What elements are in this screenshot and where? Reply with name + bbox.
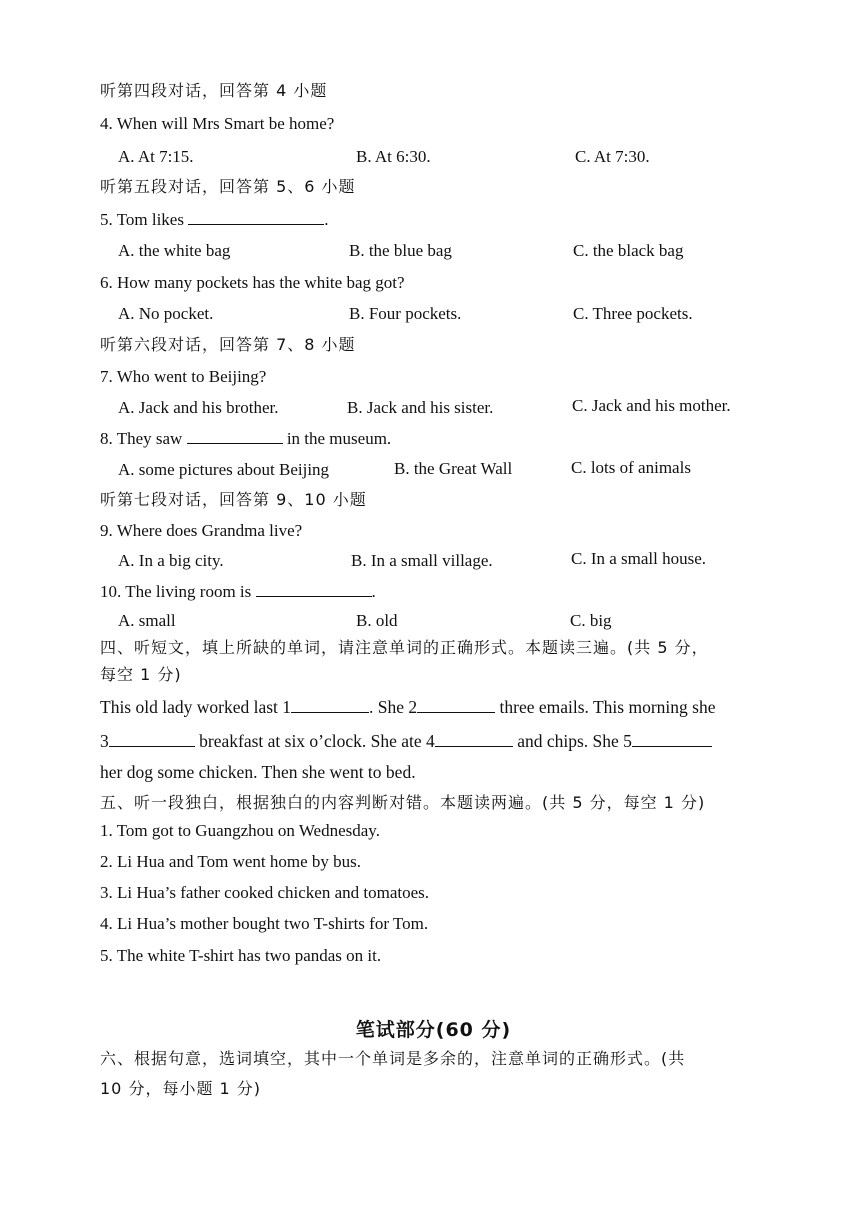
passage-text: . She 2 <box>369 697 418 717</box>
question-8-option-a: A. some pictures about Beijing <box>118 460 330 479</box>
question-4-option-c: C. At 7:30. <box>575 147 650 166</box>
passage-text: breakfast at six o’clock. She ate 4 <box>199 731 435 751</box>
question-8-stem <box>100 428 391 450</box>
answer-blank-5 <box>632 731 712 747</box>
question-5-stem <box>100 209 328 231</box>
section-5-header: 五、听一段独白，根据独白的内容判断对错。本题读两遍。(共 5 分，每空 1 分) <box>100 793 706 812</box>
statement-5: 5. The white T-shirt has two pandas on it. <box>100 946 382 965</box>
section-6-header-line2: 10 分，每小题 1 分) <box>100 1079 262 1098</box>
answer-blank <box>187 428 283 444</box>
question-9-option-b: B. In a small village. <box>351 551 493 570</box>
section-4-header-line2: 每空 1 分) <box>100 665 182 684</box>
question-6-option-b: B. Four pockets. <box>349 304 462 323</box>
question-8-stem-text: 8. They saw <box>100 429 183 448</box>
question-7-option-c: C. Jack and his mother. <box>572 396 731 415</box>
question-5-stem-text: 5. Tom likes <box>100 210 184 229</box>
passage-line-1 <box>100 696 715 718</box>
dialogue-4-header: 听第四段对话，回答第 4 小题 <box>100 81 328 100</box>
question-9-option-c: C. In a small house. <box>571 549 707 568</box>
written-section-title: 笔试部分(60 分) <box>355 1019 512 1041</box>
statement-3: 3. Li Hua’s father cooked chicken and tomatoes. <box>100 883 430 902</box>
question-5-option-a: A. the white bag <box>118 241 231 260</box>
question-10-option-b: B. old <box>356 611 398 630</box>
question-6-stem: 6. How many pockets has the white bag got? <box>100 273 405 292</box>
statement-2: 2. Li Hua and Tom went home by bus. <box>100 852 362 871</box>
question-4-option-b: B. At 6:30. <box>356 147 431 166</box>
dialogue-5-header: 听第五段对话，回答第 5、6 小题 <box>100 177 356 196</box>
question-5-option-b: B. the blue bag <box>349 241 452 260</box>
question-10-option-c: C. big <box>570 611 612 630</box>
answer-blank-1 <box>291 697 369 713</box>
question-5-option-c: C. the black bag <box>573 241 684 260</box>
dialogue-6-header: 听第六段对话，回答第 7、8 小题 <box>100 335 356 354</box>
passage-text: three emails. This morning she <box>499 697 716 717</box>
passage-text: and chips. She 5 <box>517 731 632 751</box>
question-7-stem: 7. Who went to Beijing? <box>100 367 267 386</box>
question-4-stem: 4. When will Mrs Smart be home? <box>100 114 335 133</box>
question-7-option-b: B. Jack and his sister. <box>347 398 494 417</box>
statement-4: 4. Li Hua’s mother bought two T-shirts for Tom. <box>100 914 429 933</box>
question-7-option-a: A. Jack and his brother. <box>118 398 279 417</box>
section-6-header-line1: 六、根据句意，选词填空，其中一个单词是多余的，注意单词的正确形式。(共 <box>100 1049 686 1068</box>
answer-blank <box>256 581 372 597</box>
question-10-stem-end: . <box>371 582 376 601</box>
question-8-stem-end: in the museum. <box>286 429 392 448</box>
passage-line-3: her dog some chicken. Then she went to bed. <box>100 762 416 782</box>
question-6-option-c: C. Three pockets. <box>573 304 693 323</box>
statement-1: 1. Tom got to Guangzhou on Wednesday. <box>100 821 380 840</box>
question-10-option-a: A. small <box>118 611 176 630</box>
question-4-option-a: A. At 7:15. <box>118 147 194 166</box>
passage-text: This old lady worked last 1 <box>100 697 292 717</box>
question-8-option-c: C. lots of animals <box>571 458 691 477</box>
passage-line-2 <box>100 730 712 752</box>
question-9-option-a: A. In a big city. <box>118 551 224 570</box>
question-8-option-b: B. the Great Wall <box>394 459 513 478</box>
answer-blank <box>188 209 324 225</box>
section-4-header-line1: 四、听短文，填上所缺的单词，请注意单词的正确形式。本题读三遍。(共 5 分， <box>100 638 709 657</box>
answer-blank-2 <box>417 697 495 713</box>
dialogue-7-header: 听第七段对话，回答第 9、10 小题 <box>100 490 367 509</box>
answer-blank-3 <box>109 731 195 747</box>
question-6-option-a: A. No pocket. <box>118 304 214 323</box>
question-5-stem-end: . <box>324 210 329 229</box>
question-10-stem <box>100 581 376 603</box>
question-10-stem-text: 10. The living room is <box>100 582 252 601</box>
passage-text: 3 <box>100 731 109 751</box>
question-9-stem: 9. Where does Grandma live? <box>100 521 303 540</box>
answer-blank-4 <box>435 731 513 747</box>
